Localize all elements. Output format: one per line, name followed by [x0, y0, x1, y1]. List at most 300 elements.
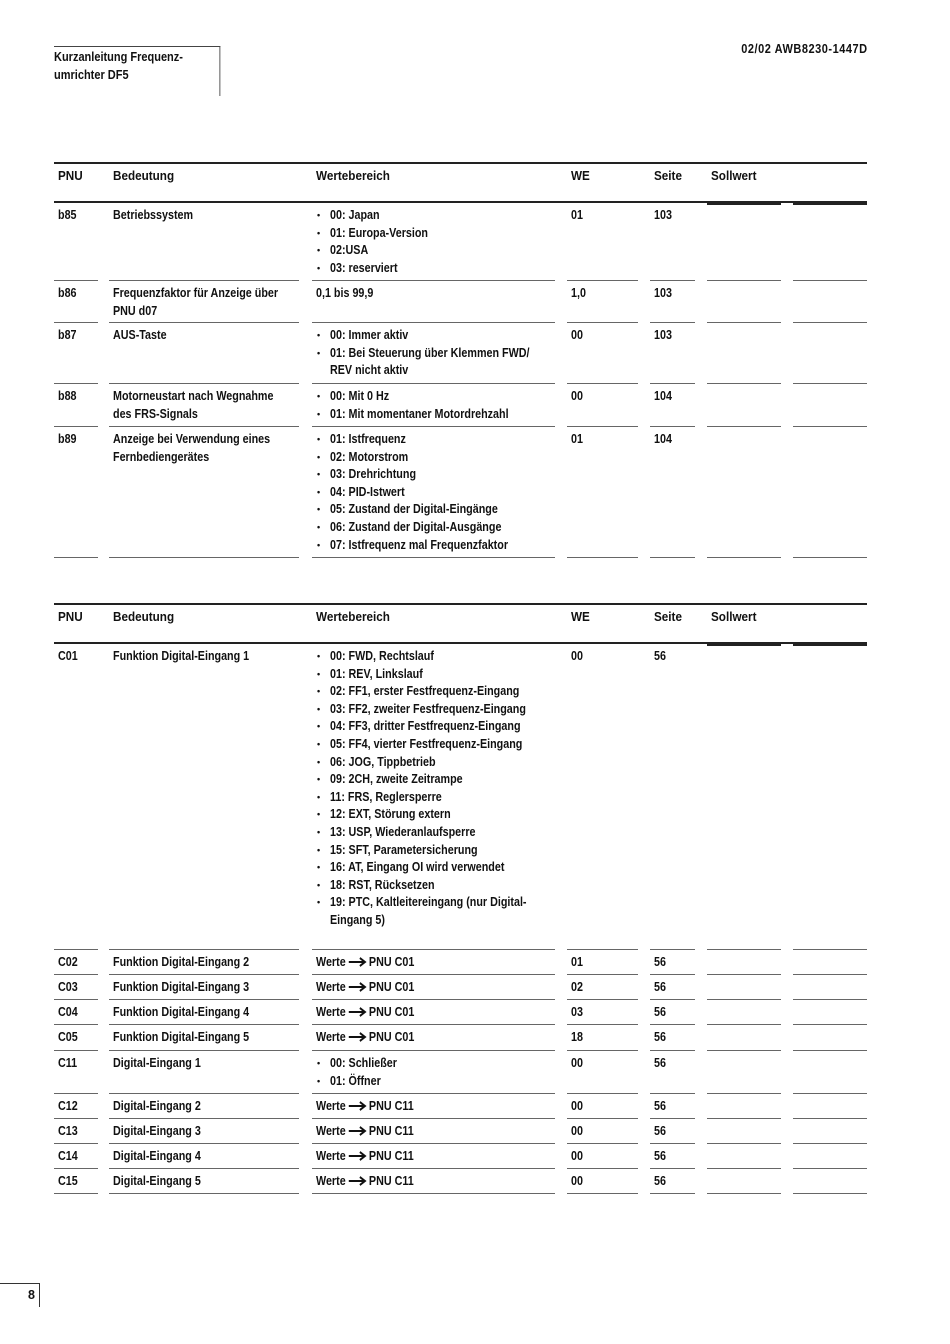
- sollwert-cell: [707, 427, 781, 558]
- seite-cell: [650, 203, 695, 281]
- bedeutung-line: Funktion Digital-Eingang 2: [113, 955, 250, 969]
- wertebereich-cell: [312, 644, 555, 950]
- parameter-table-c: [54, 603, 867, 1194]
- page-reference: 56: [654, 1149, 666, 1163]
- col-header-sollwert: Sollwert: [711, 609, 757, 624]
- page-reference: 104: [654, 432, 672, 446]
- value-option: [316, 260, 555, 278]
- seite-cell: [650, 644, 695, 950]
- table-header: [54, 603, 867, 644]
- bedeutung-cell: [109, 384, 299, 427]
- col-header-wertebereich: Wertebereich: [316, 609, 390, 624]
- pnu-cell: [54, 1144, 98, 1169]
- value-line: • 02: FF1, erster Festfrequenz-Eingang: [330, 684, 520, 699]
- bedeutung-line: des FRS-Signals: [113, 406, 198, 421]
- page-reference: 56: [654, 1099, 666, 1113]
- we-cell: [567, 203, 638, 281]
- notes-cell: [793, 427, 867, 558]
- value-option: [316, 701, 555, 719]
- we-cell: [567, 950, 638, 975]
- reference-prefix: Werte: [316, 1124, 346, 1138]
- value-option: [316, 666, 555, 684]
- wertebereich-cell: [312, 1094, 555, 1119]
- reference-target: PNU C11: [368, 1099, 414, 1113]
- pnu-cell: [54, 1051, 98, 1094]
- bedeutung-line: AUS-Taste: [113, 328, 167, 342]
- value-option: [316, 806, 555, 824]
- pnu-cell: [54, 1094, 98, 1119]
- we-cell: [567, 281, 638, 323]
- seite-cell: [650, 1119, 695, 1144]
- col-header-pnu: PNU: [58, 609, 83, 624]
- wertebereich-cell: [312, 1119, 555, 1144]
- bedeutung-line: Digital-Eingang 2: [113, 1099, 201, 1113]
- value-line: • 18: RST, Rücksetzen: [330, 877, 435, 892]
- wertebereich-cell: [312, 1000, 555, 1025]
- pnu-cell: [54, 427, 98, 558]
- we-cell: [567, 1144, 638, 1169]
- value-option: [316, 225, 555, 243]
- wertebereich-cell: [312, 1025, 555, 1051]
- pnu-code: C03: [58, 980, 78, 994]
- we-cell: [567, 1169, 638, 1194]
- reference-target: PNU C11: [368, 1124, 414, 1138]
- sollwert-cell: [707, 1000, 781, 1025]
- title-line-2: umrichter DF5: [54, 68, 129, 82]
- page-reference: 56: [654, 649, 666, 663]
- wertebereich-cell: [312, 203, 555, 281]
- notes-cell: [793, 203, 867, 281]
- seite-cell: [650, 384, 695, 427]
- value-option: [316, 859, 555, 877]
- reference-target: PNU C01: [368, 1005, 415, 1019]
- table-row: [54, 644, 867, 950]
- we-cell: [567, 427, 638, 558]
- value-line: • 05: Zustand der Digital-Eingänge: [330, 502, 498, 517]
- wertebereich-cell: [312, 1144, 555, 1169]
- reference-prefix: Werte: [316, 1174, 346, 1188]
- value-line: • 04: PID-Istwert: [330, 484, 405, 499]
- seite-cell: [650, 1000, 695, 1025]
- pnu-cell: [54, 281, 98, 323]
- arrow-right-icon: [348, 1126, 367, 1136]
- pnu-code: C14: [58, 1149, 78, 1163]
- bedeutung-line: Betriebssystem: [113, 208, 194, 222]
- notes-cell: [793, 1051, 867, 1094]
- sollwert-cell: [707, 1144, 781, 1169]
- default-value: 1,0: [571, 286, 586, 300]
- pnu-code: b88: [58, 389, 77, 403]
- value-option: [316, 894, 555, 929]
- document-title: [54, 46, 220, 96]
- value-line: • 03: reserviert: [330, 260, 398, 275]
- notes-cell: [793, 950, 867, 975]
- we-cell: [567, 1119, 638, 1144]
- value-line: • 05: FF4, vierter Festfrequenz-Eingang: [330, 736, 523, 751]
- we-cell: [567, 975, 638, 1000]
- value-line: • 01: Bei Steuerung über Klemmen FWD/: [330, 345, 530, 360]
- wertebereich-cell: [312, 384, 555, 427]
- arrow-right-icon: [348, 1032, 367, 1042]
- bedeutung-line: Funktion Digital-Eingang 1: [113, 649, 250, 663]
- page-reference: 56: [654, 980, 666, 994]
- value-line: REV nicht aktiv: [330, 363, 409, 378]
- we-cell: [567, 1025, 638, 1051]
- bedeutung-cell: [109, 1051, 299, 1094]
- value-reference: [316, 1148, 522, 1166]
- notes-cell: [793, 281, 867, 323]
- value-line: • 16: AT, Eingang OI wird verwendet: [330, 860, 505, 875]
- pnu-cell: [54, 1025, 98, 1051]
- bedeutung-line: Fernbediengerätes: [113, 449, 210, 464]
- pnu-code: C12: [58, 1099, 78, 1113]
- notes-cell: [793, 644, 867, 950]
- table-row: [54, 281, 867, 323]
- bedeutung-cell: [109, 203, 299, 281]
- value-line: • 06: JOG, Tippbetrieb: [330, 754, 436, 769]
- default-value: 00: [571, 1099, 583, 1113]
- value-option: [316, 683, 555, 701]
- value-line: • 11: FRS, Reglersperre: [330, 789, 442, 804]
- col-header-we: WE: [571, 609, 590, 624]
- default-value: 00: [571, 649, 583, 663]
- default-value: 00: [571, 389, 583, 403]
- seite-cell: [650, 427, 695, 558]
- value-option: [316, 484, 555, 502]
- value-option: [316, 207, 555, 225]
- col-header-pnu: PNU: [58, 168, 83, 183]
- value-option: [316, 431, 555, 449]
- value-option: [316, 388, 555, 406]
- wertebereich-cell: [312, 1169, 555, 1194]
- we-cell: [567, 323, 638, 384]
- notes-cell: [793, 1144, 867, 1169]
- seite-cell: [650, 1094, 695, 1119]
- seite-cell: [650, 950, 695, 975]
- reference-target: PNU C11: [368, 1174, 414, 1188]
- table-row: [54, 1025, 867, 1051]
- page-reference: 103: [654, 208, 672, 222]
- pnu-code: b87: [58, 328, 77, 342]
- pnu-cell: [54, 644, 98, 950]
- default-value: 00: [571, 328, 583, 342]
- reference-target: PNU C11: [368, 1149, 414, 1163]
- pnu-cell: [54, 1119, 98, 1144]
- bedeutung-line: Anzeige bei Verwendung eines: [113, 432, 271, 446]
- seite-cell: [650, 1051, 695, 1094]
- bedeutung-cell: [109, 1025, 299, 1051]
- value-option: [316, 842, 555, 860]
- pnu-code: b86: [58, 286, 77, 300]
- wertebereich-cell: [312, 427, 555, 558]
- value-line: Eingang 5): [330, 912, 385, 927]
- page-reference: 56: [654, 955, 666, 969]
- bedeutung-cell: [109, 1144, 299, 1169]
- sollwert-cell: [707, 975, 781, 1000]
- reference-prefix: Werte: [316, 955, 346, 969]
- pnu-code: b89: [58, 432, 77, 446]
- default-value: 00: [571, 1149, 583, 1163]
- page-reference: 56: [654, 1056, 666, 1070]
- document-reference: 02/02 AWB8230-1447D: [741, 42, 868, 56]
- sollwert-cell: [707, 1051, 781, 1094]
- reference-prefix: Werte: [316, 1149, 346, 1163]
- bedeutung-line: Motorneustart nach Wegnahme: [113, 389, 274, 403]
- sollwert-cell: [707, 1119, 781, 1144]
- pnu-cell: [54, 323, 98, 384]
- bedeutung-line: Funktion Digital-Eingang 5: [113, 1030, 250, 1044]
- arrow-right-icon: [348, 1101, 367, 1111]
- arrow-right-icon: [348, 1176, 367, 1186]
- table-body: [54, 644, 867, 1194]
- value-option: [316, 242, 555, 260]
- we-cell: [567, 1094, 638, 1119]
- default-value: 00: [571, 1056, 583, 1070]
- page-reference: 103: [654, 328, 672, 342]
- value-line: • 03: Drehrichtung: [330, 467, 417, 482]
- pnu-code: C13: [58, 1124, 78, 1138]
- pnu-code: C15: [58, 1174, 78, 1188]
- bedeutung-cell: [109, 1169, 299, 1194]
- pnu-code: C04: [58, 1005, 78, 1019]
- notes-cell: [793, 1025, 867, 1051]
- value-line: • 15: SFT, Parametersicherung: [330, 842, 478, 857]
- notes-cell: [793, 975, 867, 1000]
- pnu-code: C01: [58, 649, 78, 663]
- col-header-sollwert: Sollwert: [711, 168, 757, 183]
- seite-cell: [650, 975, 695, 1000]
- sollwert-cell: [707, 1094, 781, 1119]
- notes-cell: [793, 1119, 867, 1144]
- col-header-wertebereich: Wertebereich: [316, 168, 390, 183]
- reference-prefix: Werte: [316, 1099, 346, 1113]
- we-cell: [567, 384, 638, 427]
- value-line: • 07: Istfrequenz mal Frequenzfaktor: [330, 537, 509, 552]
- value-line: • 01: Mit momentaner Motordrehzahl: [330, 406, 509, 421]
- default-value: 00: [571, 1124, 583, 1138]
- arrow-right-icon: [348, 1151, 367, 1161]
- value-option: [316, 519, 555, 537]
- value-line: • 00: Schließer: [330, 1056, 397, 1070]
- value-option: [316, 327, 555, 345]
- value-reference: [316, 979, 522, 997]
- table-row: [54, 1094, 867, 1119]
- table-row: [54, 1119, 867, 1144]
- bedeutung-cell: [109, 975, 299, 1000]
- sollwert-cell: [707, 281, 781, 323]
- value-reference: [316, 954, 522, 972]
- value-line: • 19: PTC, Kaltleitereingang (nur Digital-: [330, 895, 527, 910]
- value-option: [316, 771, 555, 789]
- bedeutung-cell: [109, 950, 299, 975]
- table-row: [54, 975, 867, 1000]
- table-row: [54, 1051, 867, 1094]
- col-header-we: WE: [571, 168, 590, 183]
- value-option: [316, 406, 555, 424]
- default-value: 01: [571, 955, 583, 969]
- default-value: 03: [571, 1005, 583, 1019]
- value-option: [316, 718, 555, 736]
- value-line: • 12: EXT, Störung extern: [330, 807, 451, 822]
- bedeutung-cell: [109, 427, 299, 558]
- col-header-bedeutung: Bedeutung: [113, 168, 175, 183]
- wertebereich-cell: [312, 323, 555, 384]
- table-row: [54, 1169, 867, 1194]
- seite-cell: [650, 281, 695, 323]
- seite-cell: [650, 1169, 695, 1194]
- page-reference: 103: [654, 286, 672, 300]
- value-reference: [316, 1173, 522, 1191]
- table-row: [54, 1144, 867, 1169]
- value-option: [316, 449, 555, 467]
- seite-cell: [650, 1025, 695, 1051]
- notes-cell: [793, 384, 867, 427]
- value-option: [316, 648, 555, 666]
- value-line: 0,1 bis 99,9: [316, 286, 374, 300]
- pnu-code: C11: [58, 1056, 78, 1070]
- bedeutung-line: Funktion Digital-Eingang 4: [113, 1005, 250, 1019]
- value-option: [316, 537, 555, 555]
- pnu-cell: [54, 1000, 98, 1025]
- sollwert-cell: [707, 950, 781, 975]
- bedeutung-cell: [109, 1094, 299, 1119]
- pnu-cell: [54, 950, 98, 975]
- bedeutung-line: Digital-Eingang 1: [113, 1056, 201, 1070]
- value-line: • 01: REV, Linkslauf: [330, 666, 423, 681]
- value-option: [316, 466, 555, 484]
- value-option: [316, 789, 555, 807]
- table-row: [54, 427, 867, 558]
- sollwert-cell: [707, 644, 781, 950]
- sollwert-cell: [707, 1025, 781, 1051]
- page-reference: 104: [654, 389, 672, 403]
- we-cell: [567, 1051, 638, 1094]
- value-option: [316, 736, 555, 754]
- default-value: 00: [571, 1174, 583, 1188]
- value-line: • 00: Immer aktiv: [330, 328, 409, 342]
- notes-cell: [793, 323, 867, 384]
- col-header-seite: Seite: [654, 609, 682, 624]
- reference-target: PNU C01: [368, 955, 415, 969]
- notes-cell: [793, 1000, 867, 1025]
- we-cell: [567, 1000, 638, 1025]
- value-range: [316, 285, 555, 303]
- col-header-seite: Seite: [654, 168, 682, 183]
- reference-prefix: Werte: [316, 980, 346, 994]
- value-line: • 00: Mit 0 Hz: [330, 389, 390, 403]
- page-number: 8: [0, 1283, 40, 1307]
- sollwert-cell: [707, 1169, 781, 1194]
- value-line: • 01: Europa-Version: [330, 225, 428, 240]
- value-line: • 06: Zustand der Digital-Ausgänge: [330, 519, 502, 534]
- value-option: [316, 1073, 555, 1091]
- pnu-code: C02: [58, 955, 78, 969]
- bedeutung-cell: [109, 281, 299, 323]
- bedeutung-line: Frequenzfaktor für Anzeige über: [113, 286, 279, 300]
- arrow-right-icon: [348, 982, 367, 992]
- notes-cell: [793, 1094, 867, 1119]
- we-cell: [567, 644, 638, 950]
- value-reference: [316, 1029, 522, 1047]
- default-value: 18: [571, 1030, 583, 1044]
- pnu-cell: [54, 203, 98, 281]
- value-option: [316, 501, 555, 519]
- value-reference: [316, 1004, 522, 1022]
- bedeutung-line: Digital-Eingang 4: [113, 1149, 201, 1163]
- table-header: [54, 162, 867, 203]
- bedeutung-line: Funktion Digital-Eingang 3: [113, 980, 250, 994]
- seite-cell: [650, 323, 695, 384]
- wertebereich-cell: [312, 281, 555, 323]
- value-line: • 01: Istfrequenz: [330, 432, 406, 446]
- parameter-table-b: [54, 162, 867, 558]
- page-reference: 56: [654, 1005, 666, 1019]
- value-line: • 00: FWD, Rechtslauf: [330, 649, 434, 663]
- value-option: [316, 1055, 555, 1073]
- arrow-right-icon: [348, 957, 367, 967]
- value-reference: [316, 1098, 522, 1116]
- table-body: [54, 203, 867, 558]
- value-option: [316, 345, 555, 380]
- pnu-code: C05: [58, 1030, 78, 1044]
- value-option: [316, 754, 555, 772]
- sollwert-cell: [707, 323, 781, 384]
- page-reference: 56: [654, 1124, 666, 1138]
- bedeutung-cell: [109, 1119, 299, 1144]
- sollwert-cell: [707, 203, 781, 281]
- table-row: [54, 203, 867, 281]
- bedeutung-cell: [109, 1000, 299, 1025]
- wertebereich-cell: [312, 975, 555, 1000]
- title-line-1: Kurzanleitung Frequenz-: [54, 50, 183, 64]
- col-header-bedeutung: Bedeutung: [113, 609, 175, 624]
- value-line: • 01: Öffner: [330, 1073, 381, 1088]
- value-line: • 13: USP, Wiederanlaufsperre: [330, 824, 476, 839]
- page-reference: 56: [654, 1030, 666, 1044]
- value-line: • 00: Japan: [330, 208, 380, 222]
- value-line: • 03: FF2, zweiter Festfrequenz-Eingang: [330, 701, 526, 716]
- value-reference: [316, 1123, 522, 1141]
- value-option: [316, 824, 555, 842]
- default-value: 01: [571, 432, 583, 446]
- pnu-cell: [54, 1169, 98, 1194]
- default-value: 01: [571, 208, 583, 222]
- bedeutung-cell: [109, 644, 299, 950]
- wertebereich-cell: [312, 950, 555, 975]
- value-line: • 04: FF3, dritter Festfrequenz-Eingang: [330, 719, 521, 734]
- page-reference: 56: [654, 1174, 666, 1188]
- default-value: 02: [571, 980, 583, 994]
- table-row: [54, 950, 867, 975]
- bedeutung-cell: [109, 323, 299, 384]
- value-option: [316, 877, 555, 895]
- reference-prefix: Werte: [316, 1005, 346, 1019]
- value-line: • 02:USA: [330, 243, 369, 258]
- sollwert-cell: [707, 384, 781, 427]
- value-line: • 02: Motorstrom: [330, 449, 409, 464]
- arrow-right-icon: [348, 1007, 367, 1017]
- bedeutung-line: Digital-Eingang 5: [113, 1174, 201, 1188]
- pnu-cell: [54, 975, 98, 1000]
- seite-cell: [650, 1144, 695, 1169]
- table-row: [54, 323, 867, 384]
- reference-target: PNU C01: [368, 980, 415, 994]
- bedeutung-line: PNU d07: [113, 303, 158, 318]
- reference-prefix: Werte: [316, 1030, 346, 1044]
- bedeutung-line: Digital-Eingang 3: [113, 1124, 201, 1138]
- table-row: [54, 1000, 867, 1025]
- pnu-code: b85: [58, 208, 77, 222]
